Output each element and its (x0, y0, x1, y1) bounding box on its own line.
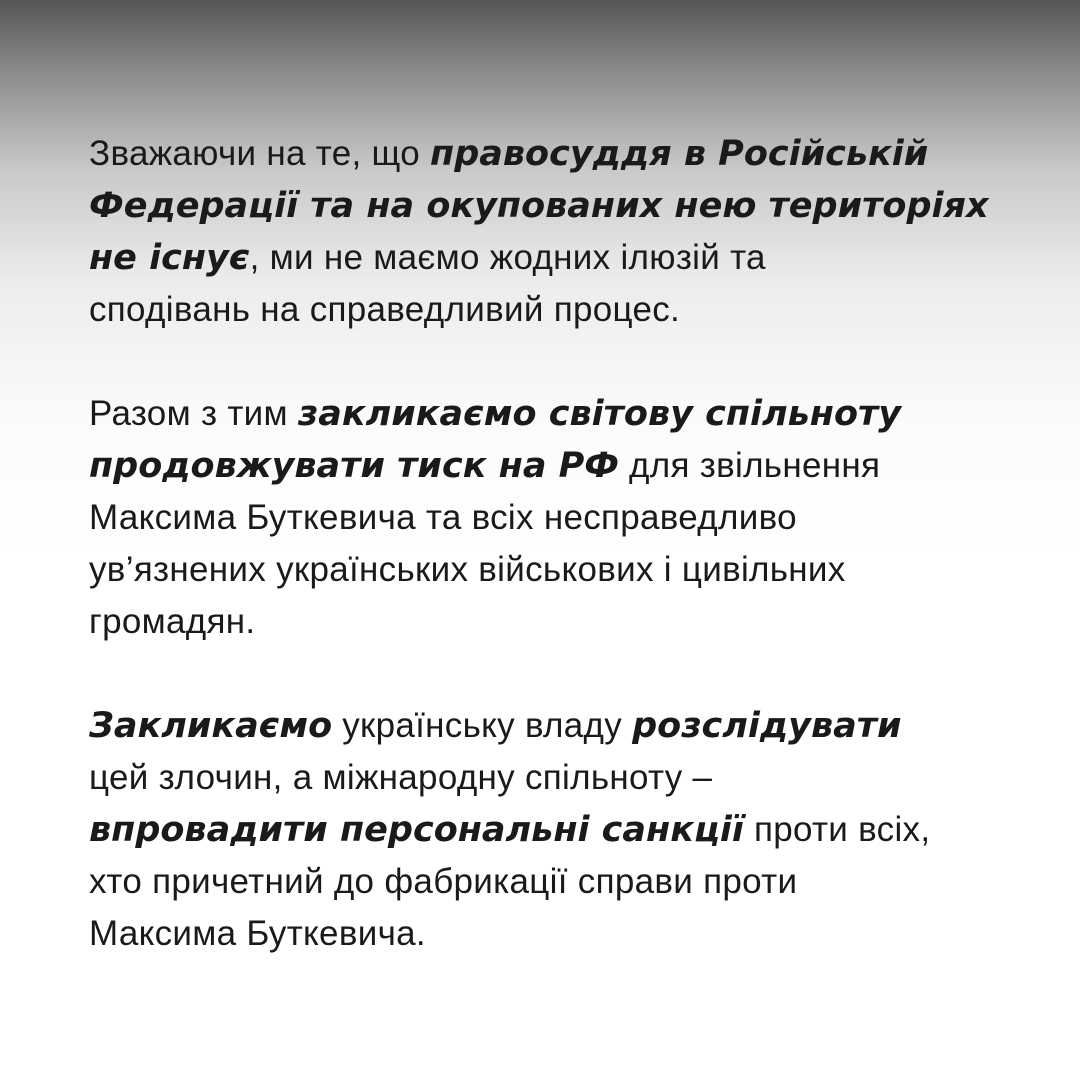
paragraph-justice (89, 128, 1009, 336)
paragraph-appeal-world (89, 388, 1009, 648)
emphasis-segment: Закликаємо (89, 706, 333, 746)
emphasis-segment: правосуддя в Російській Федерації та на окупованих нею територіях не існує (89, 134, 989, 278)
text-segment: проти всіх, хто причетний до фабрикації справи проти Максима Буткевича. (89, 810, 931, 953)
text-segment: для звільнення Максима Буткевича та всіх несправедливо ув’язнених українських військових і цивільних громадян. (89, 446, 881, 641)
statement-text (89, 128, 1009, 1012)
paragraph-appeal-sanctions (89, 700, 1009, 960)
text-segment: українську владу (332, 706, 633, 745)
text-segment: , ми не маємо жодних ілюзій та сподівань на справедливий процес. (89, 238, 766, 329)
text-segment: Зважаючи на те, що (89, 134, 431, 173)
text-segment: цей злочин, а міжнародну спільноту – (89, 758, 713, 797)
emphasis-segment: розслідувати (632, 706, 902, 746)
emphasis-segment: закликаємо світову спільноту продовжувати тиск на РФ (89, 394, 902, 486)
emphasis-segment: впровадити персональні санкції (89, 810, 744, 850)
text-segment: Разом з тим (89, 394, 298, 433)
